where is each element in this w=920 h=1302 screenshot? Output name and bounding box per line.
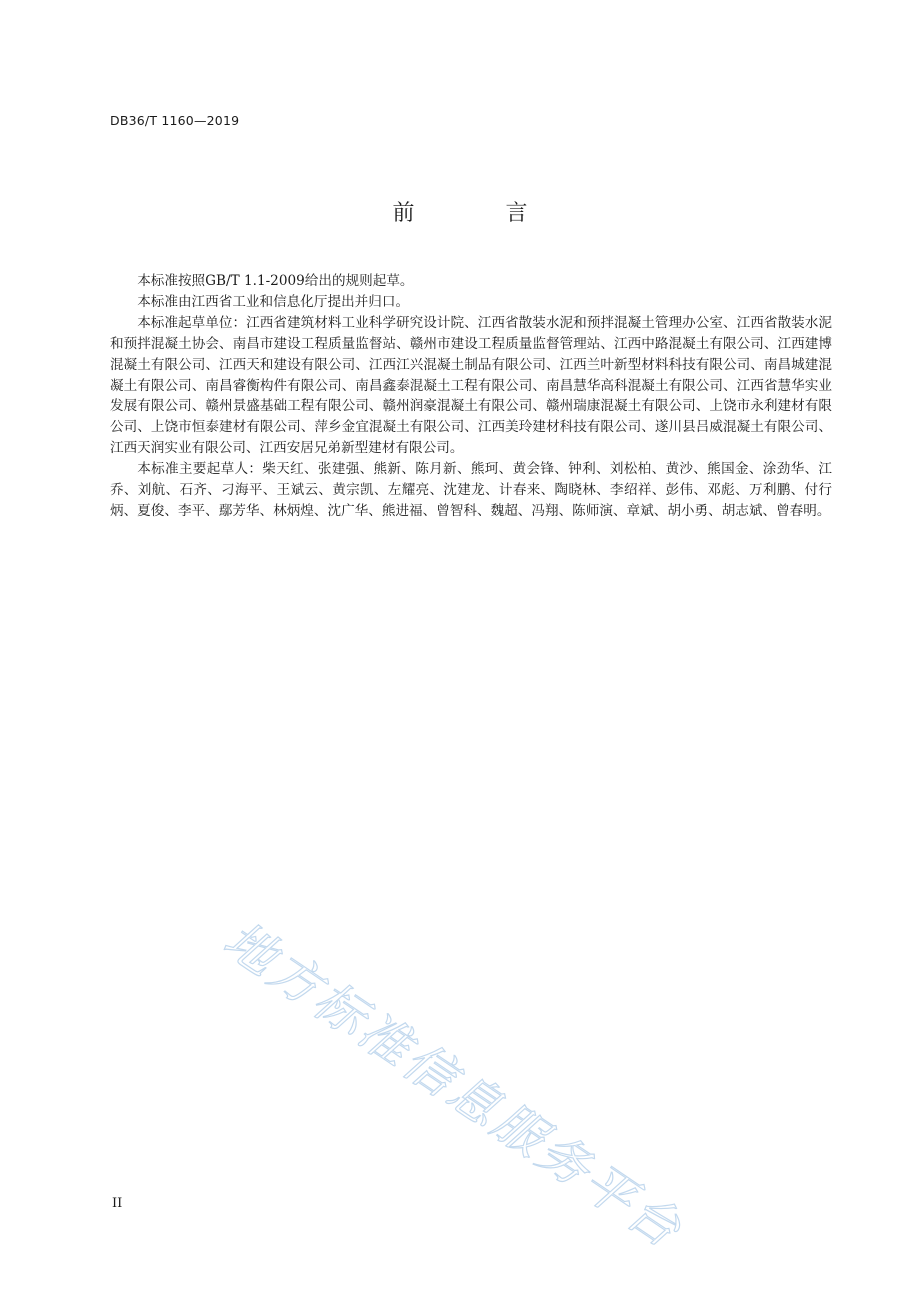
document-code: DB36/T 1160—2019 — [110, 113, 240, 128]
watermark: 地方标准信息服务平台 — [213, 910, 694, 1261]
page-title: 前 言 — [392, 201, 570, 226]
paragraph-drafting-units: 本标准起草单位：江西省建筑材料工业科学研究设计院、江西省散装水泥和预拌混凝土管理办公室、江西省散装水泥和预拌混凝土协会、南昌市建设工程质量监督站、赣州市建设工程质量监督管理站、江西中路混凝土有限公司、江西建博混凝土有限公司、江西天和建设有限公司、江西江兴混凝土制品有限公司、江西兰叶新型材料科技有限公司、南昌城建混凝土有限公司、南昌睿衡构件有限公司、南昌鑫泰混凝土工程有限公司、南昌慧华高科混凝土有限公司、江西省慧华实业发展有限公司、赣州景盛基础工程有限公司、赣州润豪混凝土有限公司、赣州瑞康混凝土有限公司、上饶市永利建材有限公司、上饶市恒泰建材有限公司、萍乡金宜混凝土有限公司、江西美玲建材科技有限公司、遂川县吕威混凝土有限公司、江西天润实业有限公司、江西安居兄弟新型建材有限公司。 — [110, 314, 832, 457]
paragraph-drafting-rules: 本标准按照GB/T 1.1-2009给出的规则起草。 — [137, 273, 414, 289]
foreword-body — [110, 271, 832, 522]
page-number: II — [112, 1196, 123, 1211]
paragraph-proposer: 本标准由江西省工业和信息化厅提出并归口。 — [137, 293, 410, 310]
paragraph-drafters: 本标准主要起草人：柴天红、张建强、熊新、陈月新、熊珂、黄会锋、钟利、刘松柏、黄沙、熊国金、涂劲华、江乔、刘航、石齐、刁海平、王斌云、黄宗凯、左耀亮、沈建龙、计春来、陶晓林、李绍祥、彭伟、邓彪、万利鹏、付行炳、夏俊、李平、鄢芳华、林炳煌、沈广华、熊进福、曾智科、魏超、冯翔、陈师演、章斌、胡小勇、胡志斌、曾春明。 — [110, 461, 832, 519]
